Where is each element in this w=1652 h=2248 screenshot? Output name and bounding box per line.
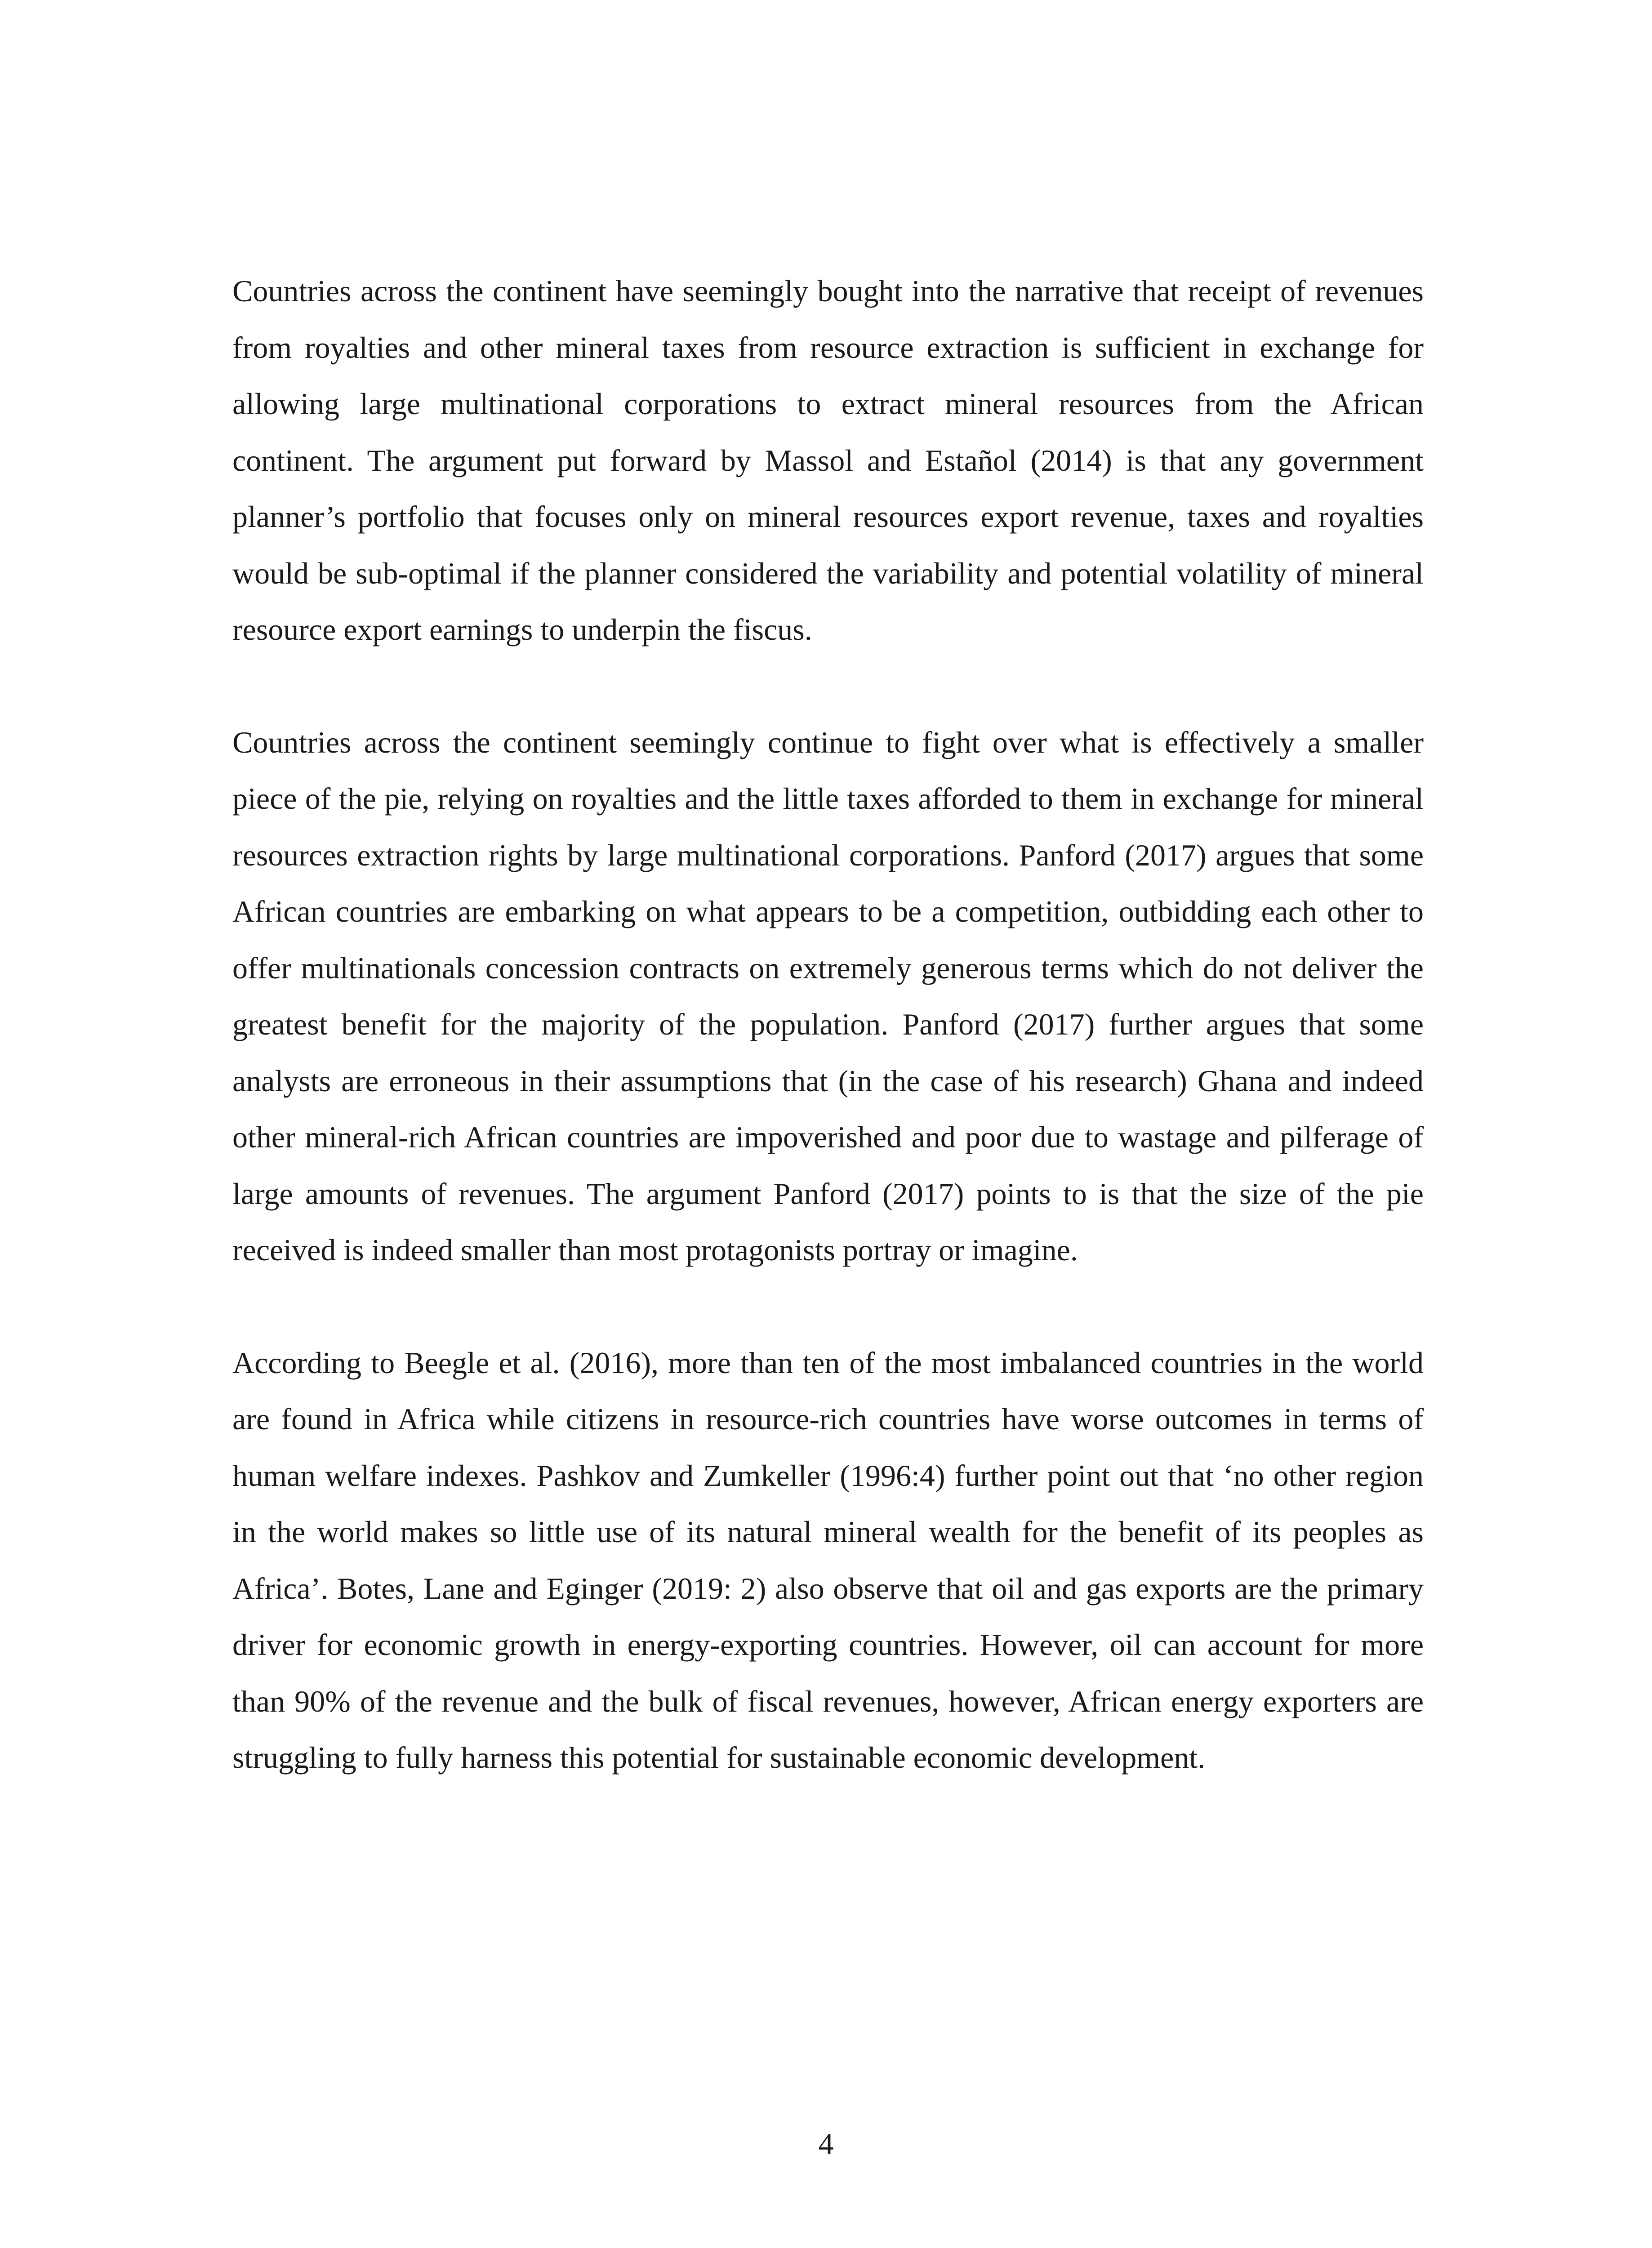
paragraph-1: Countries across the continent have seemingly bought into the narrative that receipt of revenues from royalties and other mineral taxes from resource extraction is sufficient in exchange for allowing large multinational corporations to extract mineral resources from the African continent. The argument put forward by Massol and Estañol (2014) is that any government planner’s portfolio that focuses only on mineral resources export revenue, taxes and royalties would be sub-optimal if the planner considered the variability and potential volatility of mineral resource export earnings to underpin the fiscus. (232, 274, 1424, 647)
page-number: 4 (818, 2127, 834, 2161)
paragraph-2: Countries across the continent seemingly continue to fight over what is effectively a smaller piece of the pie, relying on royalties and the little taxes afforded to them in exchange for mineral resources extraction rights by large multinational corporations. Panford (2017) argues that some African countries are embarking on what appears to be a competition, outbidding each other to offer multinationals concession contracts on extremely generous terms which do not deliver the greatest benefit for the majority of the population. Panford (2017) further argues that some analysts are erroneous in their assumptions that (in the case of his research) Ghana and indeed other mineral-rich African countries are impoverished and poor due to wastage and pilferage of large amounts of revenues. The argument Panford (2017) points to is that the size of the pie received is indeed smaller than most protagonists portray or imagine. (232, 725, 1424, 1267)
paragraph-3: According to Beegle et al. (2016), more than ten of the most imbalanced countries in the world are found in Africa while citizens in resource-rich countries have worse outcomes in terms of human welfare indexes. Pashkov and Zumkeller (1996:4) further point out that ‘no other region in the world makes so little use of its natural mineral wealth for the benefit of its peoples as Africa’. Botes, Lane and Eginger (2019: 2) also observe that oil and gas exports are the primary driver for economic growth in energy-exporting countries. However, oil can account for more than 90% of the revenue and the bulk of fiscal revenues, however, African energy exporters are struggling to fully harness this potential for sustainable economic development. (232, 1345, 1424, 1775)
body-text (232, 263, 1424, 1786)
